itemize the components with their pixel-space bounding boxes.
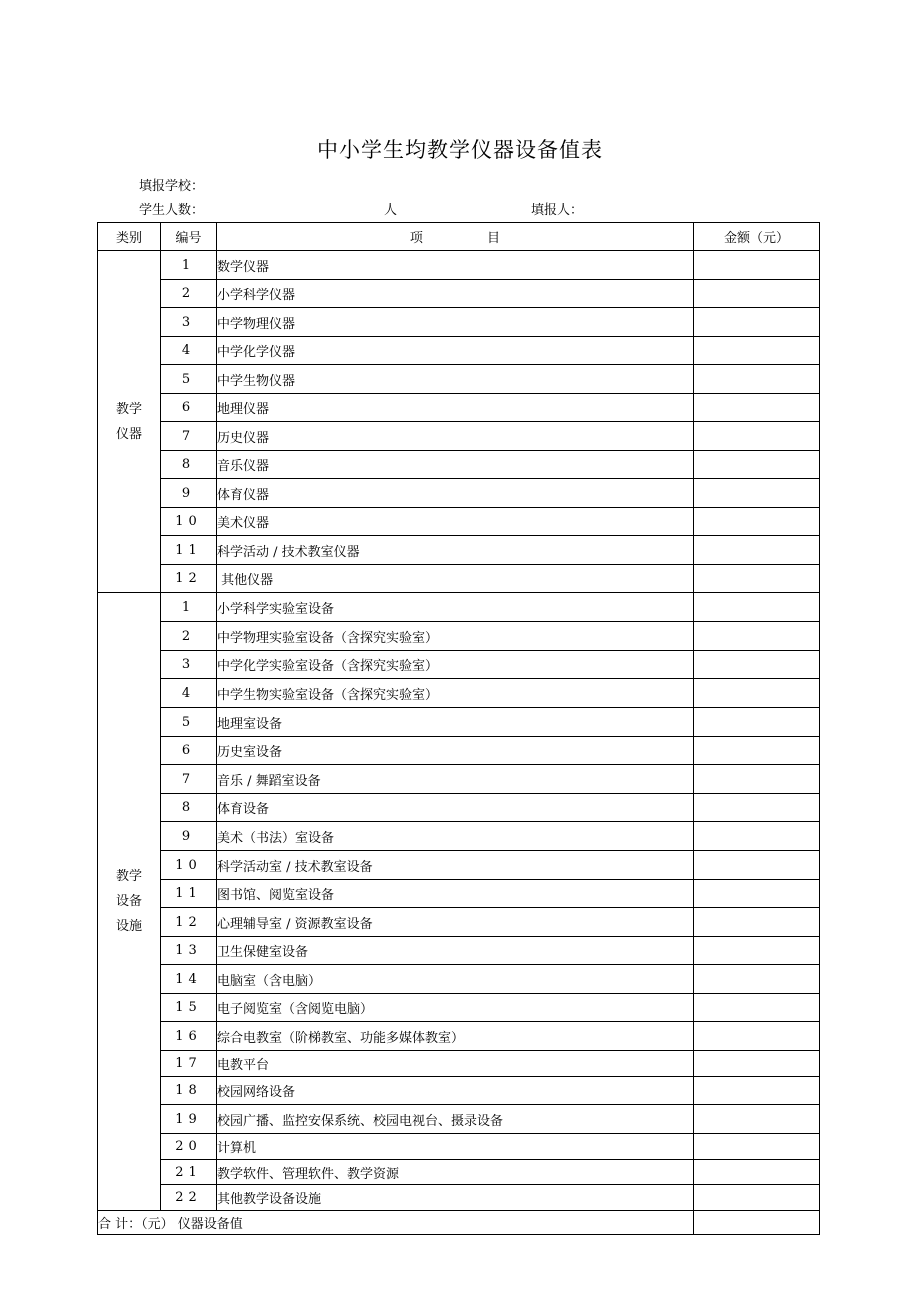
- header-amount: 金额（元）: [694, 223, 820, 251]
- table-row: [98, 280, 820, 308]
- amount-cell[interactable]: [694, 880, 820, 908]
- amount-cell[interactable]: [694, 1134, 820, 1160]
- table-row: [98, 994, 820, 1022]
- table-row: [98, 1160, 820, 1185]
- item-name: 美术（书法）室设备: [217, 822, 694, 851]
- amount-cell[interactable]: [694, 422, 820, 451]
- student-count-label: 学生人数：: [139, 203, 205, 218]
- item-name: 音乐仪器: [217, 451, 694, 479]
- table-row: [98, 479, 820, 508]
- item-number: 20: [161, 1134, 217, 1160]
- amount-cell[interactable]: [694, 280, 820, 308]
- table-row: [98, 708, 820, 737]
- header-item: 项 目: [217, 223, 694, 251]
- table-row: [98, 422, 820, 451]
- header-number: 编号: [161, 223, 217, 251]
- amount-cell[interactable]: [694, 794, 820, 822]
- amount-cell[interactable]: [694, 994, 820, 1022]
- item-name: 地理室设备: [217, 708, 694, 737]
- item-name: 科学活动室 / 技术教室设备: [217, 851, 694, 880]
- item-number: 2: [161, 280, 217, 308]
- table-row: [98, 1105, 820, 1134]
- item-number: 10: [161, 851, 217, 880]
- item-number: 8: [161, 451, 217, 479]
- item-name: 数学仪器: [217, 251, 694, 280]
- item-number: 1: [161, 251, 217, 280]
- item-number: 11: [161, 536, 217, 565]
- amount-cell[interactable]: [694, 365, 820, 394]
- amount-cell[interactable]: [694, 536, 820, 565]
- item-number: 13: [161, 937, 217, 965]
- table-row: [98, 308, 820, 337]
- item-number: 9: [161, 822, 217, 851]
- item-number: 11: [161, 880, 217, 908]
- item-name: 图书馆、阅览室设备: [217, 880, 694, 908]
- total-amount-cell[interactable]: [694, 1211, 820, 1235]
- item-number: 6: [161, 737, 217, 765]
- item-name: 其他教学设备设施: [217, 1185, 694, 1211]
- item-name: 计算机: [217, 1134, 694, 1160]
- item-name: 心理辅导室 / 资源教室设备: [217, 908, 694, 937]
- item-number: 10: [161, 508, 217, 536]
- table-row: [98, 880, 820, 908]
- amount-cell[interactable]: [694, 622, 820, 651]
- school-label: 填报学校：: [139, 179, 205, 194]
- amount-cell[interactable]: [694, 679, 820, 708]
- table-row: [98, 765, 820, 794]
- item-number: 2: [161, 622, 217, 651]
- item-name: 中学物理仪器: [217, 308, 694, 337]
- item-name: 科学活动 / 技术教室仪器: [217, 536, 694, 565]
- item-name: 中学化学实验室设备（含探究实验室）: [217, 651, 694, 679]
- amount-cell[interactable]: [694, 1051, 820, 1077]
- amount-cell[interactable]: [694, 1077, 820, 1105]
- amount-cell[interactable]: [694, 708, 820, 737]
- amount-cell[interactable]: [694, 251, 820, 280]
- item-number: 3: [161, 308, 217, 337]
- table-row: [98, 451, 820, 479]
- table-row: [98, 536, 820, 565]
- header-row: [98, 223, 820, 251]
- item-name: 音乐 / 舞蹈室设备: [217, 765, 694, 794]
- item-number: 22: [161, 1185, 217, 1211]
- item-number: 15: [161, 994, 217, 1022]
- amount-cell[interactable]: [694, 937, 820, 965]
- table-row: [98, 908, 820, 937]
- amount-cell[interactable]: [694, 1022, 820, 1051]
- item-name: 小学科学仪器: [217, 280, 694, 308]
- person-unit: 人: [384, 203, 398, 218]
- item-number: 12: [161, 565, 217, 593]
- table-row: [98, 651, 820, 679]
- item-number: 7: [161, 422, 217, 451]
- amount-cell[interactable]: [694, 337, 820, 365]
- table-row: [98, 622, 820, 651]
- item-name: 综合电教室（阶梯教室、功能多媒体教室）: [217, 1022, 694, 1051]
- item-name: 电子阅览室（含阅览电脑）: [217, 994, 694, 1022]
- item-name: 电教平台: [217, 1051, 694, 1077]
- item-number: 18: [161, 1077, 217, 1105]
- item-number: 21: [161, 1160, 217, 1185]
- item-number: 5: [161, 708, 217, 737]
- item-number: 17: [161, 1051, 217, 1077]
- amount-cell[interactable]: [694, 565, 820, 593]
- item-name: 中学生物实验室设备（含探究实验室）: [217, 679, 694, 708]
- item-number: 1: [161, 593, 217, 622]
- item-number: 9: [161, 479, 217, 508]
- item-name: 体育设备: [217, 794, 694, 822]
- table-row: [98, 794, 820, 822]
- item-number: 19: [161, 1105, 217, 1134]
- item-number: 8: [161, 794, 217, 822]
- table-row: [98, 365, 820, 394]
- item-name: 体育仪器: [217, 479, 694, 508]
- table-row: [98, 1185, 820, 1211]
- item-number: 16: [161, 1022, 217, 1051]
- table-row: [98, 337, 820, 365]
- amount-cell[interactable]: [694, 1105, 820, 1134]
- table-row: [98, 508, 820, 536]
- item-number: 3: [161, 651, 217, 679]
- item-number: 14: [161, 965, 217, 994]
- table-row: [98, 937, 820, 965]
- amount-cell[interactable]: [694, 593, 820, 622]
- table-row: [98, 394, 820, 422]
- amount-cell[interactable]: [694, 451, 820, 479]
- table-row: [98, 1022, 820, 1051]
- amount-cell[interactable]: [694, 737, 820, 765]
- amount-cell[interactable]: [694, 479, 820, 508]
- amount-cell[interactable]: [694, 908, 820, 937]
- header-category: 类别: [98, 223, 161, 251]
- amount-cell[interactable]: [694, 965, 820, 994]
- table-row: [98, 251, 820, 280]
- item-number: 4: [161, 679, 217, 708]
- total-label: 合 计：（元） 仪器设备值: [98, 1211, 694, 1235]
- table-row: [98, 1051, 820, 1077]
- table-row: [98, 822, 820, 851]
- item-name: 美术仪器: [217, 508, 694, 536]
- total-row: [98, 1211, 820, 1235]
- table-row: [98, 737, 820, 765]
- table-row: [98, 1134, 820, 1160]
- category-cell: 教学 仪器: [98, 251, 161, 593]
- item-number: 12: [161, 908, 217, 937]
- table-row: [98, 679, 820, 708]
- item-name: 小学科学实验室设备: [217, 593, 694, 622]
- table-row: [98, 565, 820, 593]
- item-name: 校园网络设备: [217, 1077, 694, 1105]
- page-title: 中小学生均教学仪器设备值表: [317, 138, 603, 162]
- item-number: 7: [161, 765, 217, 794]
- filler-label: 填报人：: [531, 203, 584, 218]
- amount-cell[interactable]: [694, 1185, 820, 1211]
- item-name: 教学软件、管理软件、教学资源: [217, 1160, 694, 1185]
- item-name: 中学物理实验室设备（含探究实验室）: [217, 622, 694, 651]
- item-number: 5: [161, 365, 217, 394]
- table-row: [98, 1077, 820, 1105]
- table-row: [98, 851, 820, 880]
- item-name: 历史仪器: [217, 422, 694, 451]
- item-name: 电脑室（含电脑）: [217, 965, 694, 994]
- item-name: 中学生物仪器: [217, 365, 694, 394]
- amount-cell[interactable]: [694, 851, 820, 880]
- item-name: 其他仪器: [217, 565, 694, 593]
- item-name: 校园广播、监控安保系统、校园电视台、摄录设备: [217, 1105, 694, 1134]
- amount-cell[interactable]: [694, 308, 820, 337]
- item-name: 卫生保健室设备: [217, 937, 694, 965]
- amount-cell[interactable]: [694, 1160, 820, 1185]
- amount-cell[interactable]: [694, 394, 820, 422]
- equipment-value-table: [97, 222, 820, 1235]
- item-number: 4: [161, 337, 217, 365]
- item-number: 6: [161, 394, 217, 422]
- item-name: 地理仪器: [217, 394, 694, 422]
- category-cell: 教学 设备 设施: [98, 593, 161, 1211]
- table-row: [98, 965, 820, 994]
- amount-cell[interactable]: [694, 765, 820, 794]
- amount-cell[interactable]: [694, 822, 820, 851]
- item-name: 历史室设备: [217, 737, 694, 765]
- item-name: 中学化学仪器: [217, 337, 694, 365]
- amount-cell[interactable]: [694, 508, 820, 536]
- amount-cell[interactable]: [694, 651, 820, 679]
- table-row: [98, 593, 820, 622]
